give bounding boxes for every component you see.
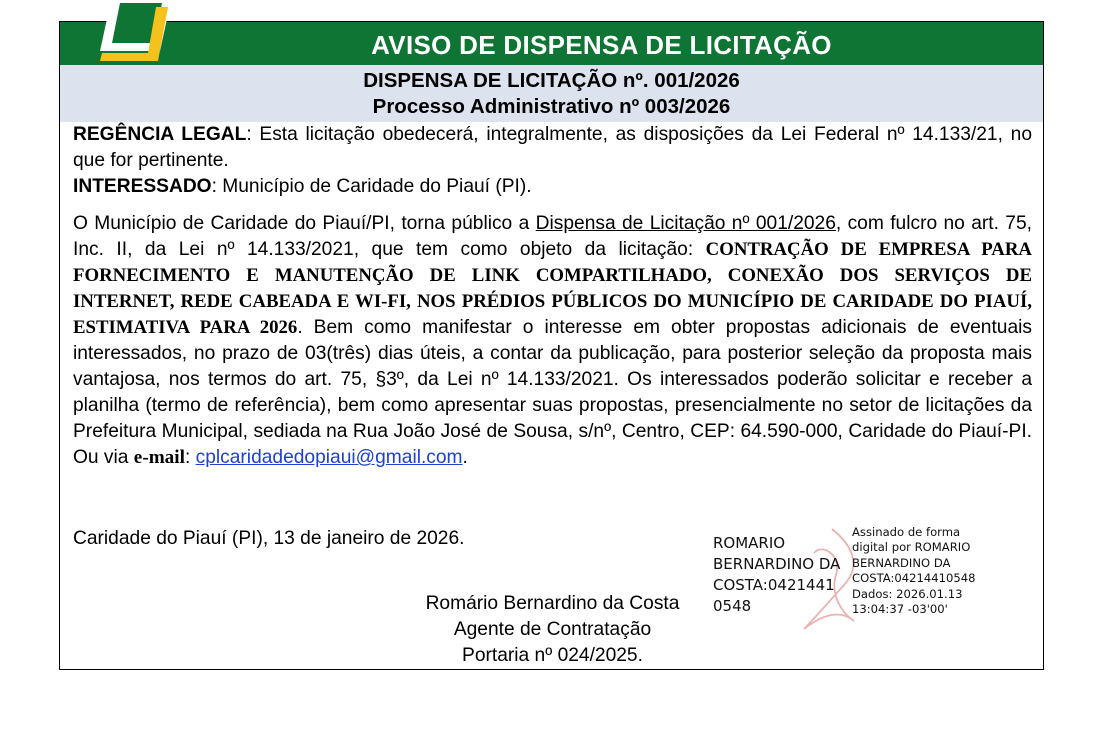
dsig-name-line: 0548 [713,597,752,615]
email-separator: : [184,447,196,468]
signer-ordinance: Portaria nº 024/2025. [462,645,643,666]
dsig-name-line: ROMARIO [713,534,786,552]
interessado-text: : Município de Caridade do Piauí (PI). [211,176,532,197]
regencia-text: : Esta licitação obedecerá, integralmente, as disposições da Lei Federal nº 14.133/21, no que for pertinente. [73,124,1033,171]
regencia-paragraph [73,122,1032,174]
regencia-label: REGÊNCIA LEGAL [73,124,247,145]
notice-body [73,122,1032,471]
dsig-info-line: COSTA:04214410548 [852,571,976,586]
para-intro: O Município de Caridade do Piauí/PI, torna público a [73,213,536,234]
para-mid: , com fulcro no art. 75, Inc. II, da Lei nº 14.133/2021, que tem como objeto da licitação: [73,213,1032,260]
dispensa-reference: Dispensa de Licitação nº 001/2026 [535,213,836,234]
date-line: Caridade do Piauí (PI), 13 de janeiro de 2026. [73,528,465,549]
signer-role: Agente de Contratação [453,619,652,640]
interessado-paragraph [73,174,1032,200]
dsig-info-line: 13:04:37 -03'00' [852,602,948,617]
municipal-logo [96,1,186,67]
para-rest: . Bem como manifestar o interesse em obter propostas adicionais de eventuais interessados, no prazo de 03(três) dias úteis, a contar da publicação, para posterior seleção da proposta mais vantajosa, nos termos do art. 75, §3º, da Lei nº 14.133/2021. Os interessados poderão solicitar e receber a planilha (termo de referência), bem como apresentar suas propostas, presencialmente no setor de licitações da Prefeitura Municipal, sediada na Rua João José de Sousa, s/nº, Centro, CEP: 64.590-000, Caridade do Piauí-PI. Ou via [73,317,1032,468]
procurement-object: CONTRAÇÃO DE EMPRESA PARA FORNECIMENTO E MANUTENÇÃO DE LINK COMPARTILHADO, CONEXÃO DOS SERVIÇOS DE INTERNET, REDE CABEADA E WI-FI, NOS PRÉDIOS PÚBLICOS DO MUNICÍPIO DE CARIDADE DO PIAUÍ, ESTIMATIVA PARA 2026 [73,239,1032,338]
dsig-info-line: BERNARDINO DA [852,555,951,570]
email-link[interactable]: cplcaridadedopiaui@gmail.com [195,447,463,468]
para-end: . [462,447,468,468]
subheader [60,65,1043,122]
main-paragraph [73,211,1032,471]
process-number: Processo Administrativo nº 003/2026 [372,95,731,118]
notice-title: AVISO DE DISPENSA DE LICITAÇÃO [371,30,832,60]
dsig-info-line: Dados: 2026.01.13 [852,586,963,601]
dsig-info-line: Assinado de forma [852,525,961,539]
digital-signature-name [713,533,843,617]
notice-frame [59,21,1044,670]
dsig-name-line: COSTA:0421441 [713,576,835,594]
signer-name: Romário Bernardino da Costa [425,593,680,614]
dispensa-number: DISPENSA DE LICITAÇÃO nº. 001/2026 [363,69,740,92]
email-label: e-mail [133,447,185,468]
digital-signature-info [852,525,1012,617]
dsig-info-line: digital por ROMARIO [852,540,971,555]
signature-block [360,591,745,669]
dsig-name-line: BERNARDINO DA [713,555,841,573]
interessado-label: INTERESSADO [73,176,212,197]
